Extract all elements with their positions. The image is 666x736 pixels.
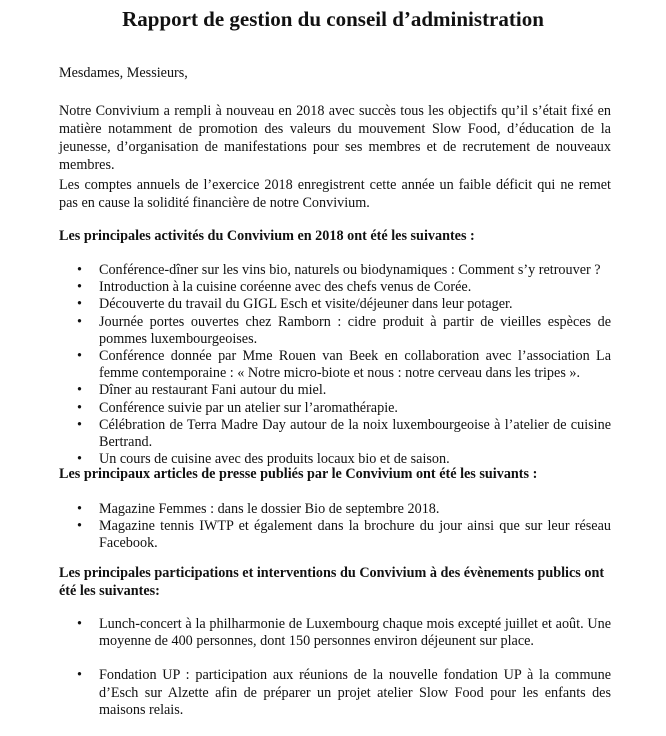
participations-heading: Les principales participations et interventions du Convivium à des évènements publics ont été les suivantes: [59,565,605,599]
press-heading: Les principaux articles de presse publiés par le Convivium ont été les suivants : [59,466,538,482]
list-item: • Dîner au restaurant Fani autour du miel. [59,382,611,399]
press-list [59,501,611,553]
activities-heading: Les principales activités du Convivium en 2018 ont été les suivantes : [59,228,475,244]
participations-list [59,616,611,736]
list-item: • Découverte du travail du GIGL Esch et visite/déjeuner dans leur potager. [59,296,611,313]
list-item: • Lunch-concert à la philharmonie de Luxembourg chaque mois excepté juillet et août. Une moyenne de 400 personnes, dont 150 personnes environ déjeunent sur place. [59,616,611,650]
list-item: • Un cours de cuisine avec des produits locaux bio et de saison. [59,451,611,468]
document-title: Rapport de gestion du conseil d’administration [122,7,544,31]
list-item: • Conférence-dîner sur les vins bio, naturels ou biodynamiques : Comment s’y retrouver ? [59,262,611,279]
activities-list [59,262,611,468]
list-item: • Conférence suivie par un atelier sur l’aromathérapie. [59,400,611,417]
list-item: • Célébration de Terra Madre Day autour de la noix luxembourgeoise à l’atelier de cuisine Bertrand. [59,417,611,451]
list-item: • Magazine Femmes : dans le dossier Bio de septembre 2018. [59,501,611,518]
list-item: • Conférence donnée par Mme Rouen van Beek en collaboration avec l’association La femme contemporaine : « Notre micro-biote et nous : notre cerveau dans les tripes ». [59,348,611,382]
list-item: • Introduction à la cuisine coréenne avec des chefs venus de Corée. [59,279,611,296]
salutation: Mesdames, Messieurs, [59,65,188,81]
intro-paragraph: Notre Convivium a rempli à nouveau en 2018 avec succès tous les objectifs qu’il s’était fixé en matière notamment de promotion des valeurs du mouvement Slow Food, d’éducation de la jeunesse, d’organisation de manifestations pour ses membres et de recrutement de nouveaux membres. [59,103,611,173]
list-item: • Fondation UP : participation aux réunions de la nouvelle fondation UP à la commune d’Esch sur Alzette afin de préparer un projet atelier Slow Food pour les enfants des maisons relais. [59,667,611,719]
accounts-paragraph: Les comptes annuels de l’exercice 2018 enregistrent cette année un faible déficit qui ne remet pas en cause la solidité financière de notre Convivium. [59,177,611,211]
list-item: • Magazine tennis IWTP et également dans la brochure du jour ainsi que sur leur réseau Facebook. [59,518,611,552]
list-item: • Journée portes ouvertes chez Ramborn : cidre produit à partir de vieilles espèces de pommes luxembourgeoises. [59,314,611,348]
